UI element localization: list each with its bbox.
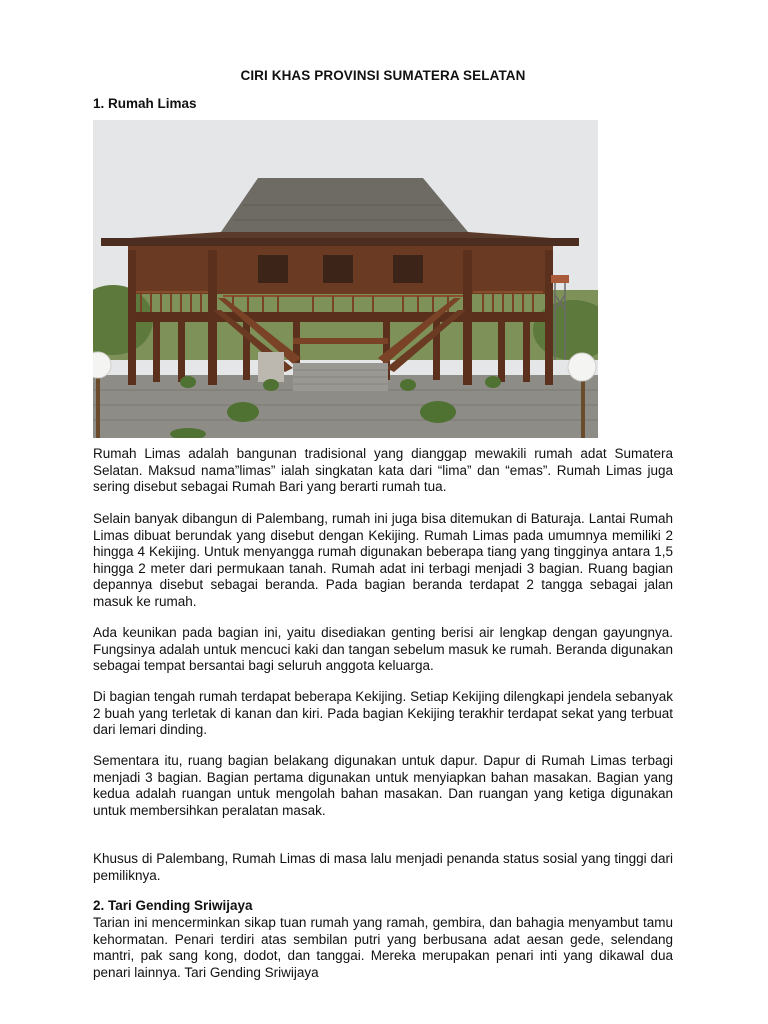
section-heading-rumah-limas: 1. Rumah Limas bbox=[93, 96, 197, 111]
paragraph-5: Sementara itu, ruang bagian belakang digunakan untuk dapur. Dapur di Rumah Limas terbagi menjadi 3 bagian. Bagian pertama digunakan untuk menyiapkan bahan masakan. Bagian yang kedua adalah ruangan untuk mengolah bahan masakan. Dan ruangan yang ketiga digunakan untuk membersihkan peralatan masak. bbox=[93, 753, 673, 818]
document-title: CIRI KHAS PROVINSI SUMATERA SELATAN bbox=[240, 68, 526, 83]
paragraph-3: Ada keunikan pada bagian ini, yaitu disediakan genting berisi air lengkap dengan gayungnya. Fungsinya adalah untuk mencuci kaki dan tangan sebelum masuk ke rumah. Beranda digunakan sebagai tempat bersantai bagi seluruh anggota keluarga. bbox=[93, 625, 673, 674]
rumah-limas-photo bbox=[93, 120, 598, 438]
paragraph-2: Selain banyak dibangun di Palembang, rumah ini juga bisa ditemukan di Baturaja. Lantai Rumah Limas dibuat berundak yang disebut dengan Kekijing. Rumah Limas pada umumnya memiliki 2 hingga 4 Kekijing. Untuk menyangga rumah digunakan beberapa tiang yang tingginya antara 1,5 hingga 2 meter dari permukaan tanah. Rumah adat ini terbagi menjadi 3 bagian. Ruang bagian depannya disebut sebagai beranda. Pada bagian beranda terdapat 2 tangga sebagai jalan masuk ke rumah. bbox=[93, 511, 673, 609]
section-heading-tari-gending-sriwijaya: 2. Tari Gending Sriwijaya bbox=[93, 898, 253, 913]
paragraph-4: Di bagian tengah rumah terdapat beberapa Kekijing. Setiap Kekijing dilengkapi jendela sebanyak 2 buah yang terletak di kanan dan kiri. Pada bagian Kekijing terakhir terdapat sekat yang terbuat dari lemari dinding. bbox=[93, 689, 673, 738]
paragraph-1: Rumah Limas adalah bangunan tradisional yang dianggap mewakili rumah adat Sumatera Selatan. Maksud nama”limas” ialah singkatan kata dari “lima” dan “emas”. Rumah Limas juga sering disebut sebagai Rumah Bari yang berarti rumah tua. bbox=[93, 446, 673, 495]
paragraph-7: Tarian ini mencerminkan sikap tuan rumah yang ramah, gembira, dan bahagia menyambut tamu kehormatan. Penari terdiri atas sembilan putri yang berbusana adat aesan gede, selendang mantri, pak sang kong, dodot, dan tanggai. Mereka merupakan penari inti yang dikawal dua penari lainnya. Tari Gending Sriwijaya bbox=[93, 915, 673, 980]
paragraph-6: Khusus di Palembang, Rumah Limas di masa lalu menjadi penanda status sosial yang tinggi dari pemiliknya. bbox=[93, 851, 673, 883]
